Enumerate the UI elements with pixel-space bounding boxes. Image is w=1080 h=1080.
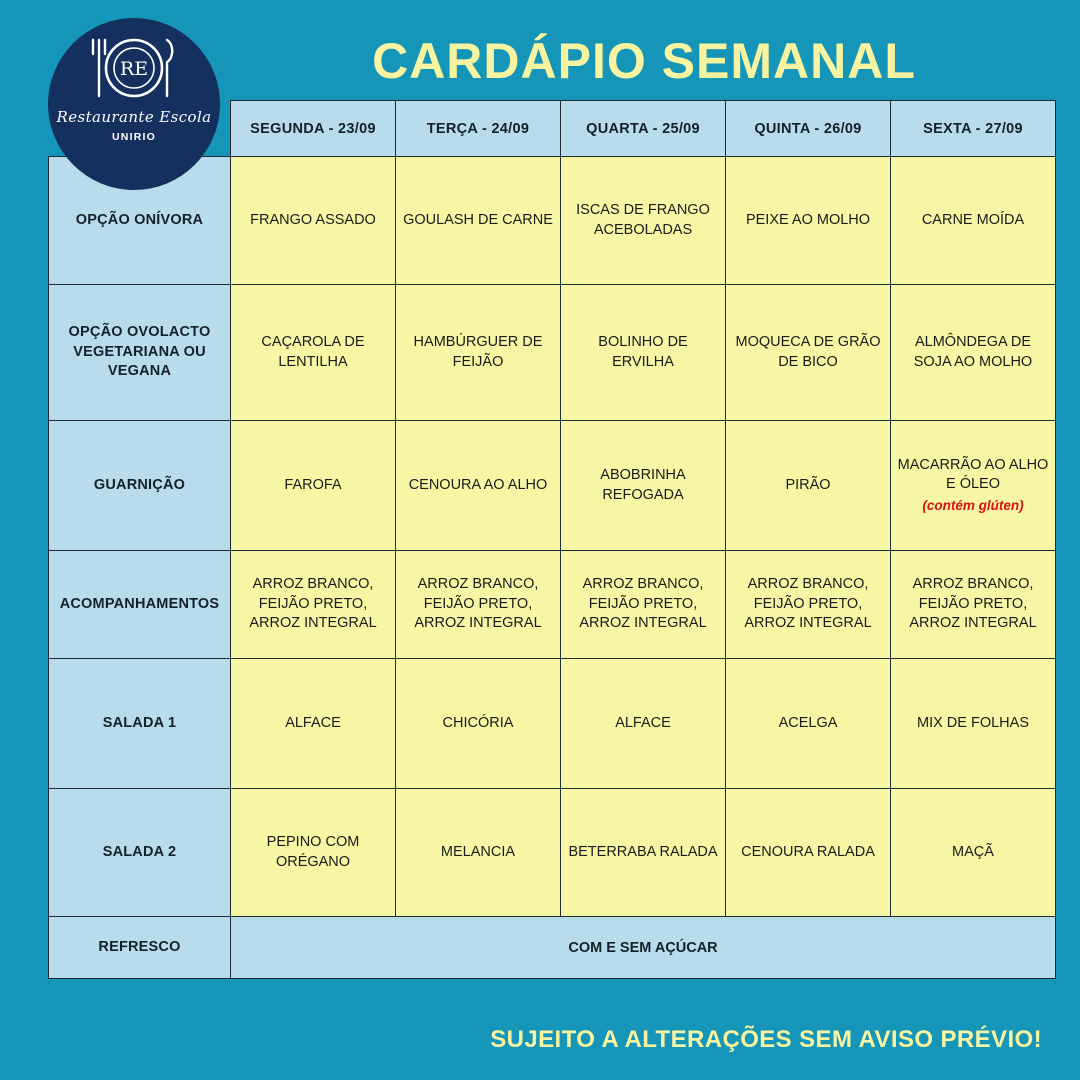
- cell-salada1-thursday: ACELGA: [726, 659, 891, 789]
- cell-guarnicao-monday: FAROFA: [231, 421, 396, 551]
- column-header-monday: SEGUNDA - 23/09: [231, 101, 396, 157]
- table-row: [49, 421, 1056, 551]
- weekly-menu-table: [48, 100, 1056, 979]
- cell-salada1-monday: ALFACE: [231, 659, 396, 789]
- cell-salada2-thursday: CENOURA RALADA: [726, 789, 891, 917]
- cell-onivora-tuesday: GOULASH DE CARNE: [396, 157, 561, 285]
- cell-guarnicao-wednesday: ABOBRINHA REFOGADA: [561, 421, 726, 551]
- cell-guarnicao-tuesday: CENOURA AO ALHO: [396, 421, 561, 551]
- cell-acompanhamentos-friday: ARROZ BRANCO, FEIJÃO PRETO, ARROZ INTEGRAL: [891, 551, 1056, 659]
- cell-acompanhamentos-monday: ARROZ BRANCO, FEIJÃO PRETO, ARROZ INTEGRAL: [231, 551, 396, 659]
- row-label-onivora: OPÇÃO ONÍVORA: [49, 157, 231, 285]
- cell-salada2-wednesday: BETERRABA RALADA: [561, 789, 726, 917]
- column-header-friday: SEXTA - 27/09: [891, 101, 1056, 157]
- restaurant-logo: [48, 18, 220, 190]
- row-label-salada-1: SALADA 1: [49, 659, 231, 789]
- row-label-acompanhamentos: ACOMPANHAMENTOS: [49, 551, 231, 659]
- footer-note: SUJEITO A ALTERAÇÕES SEM AVISO PRÉVIO!: [490, 1026, 1042, 1053]
- cell-vegetariana-monday: CAÇAROLA DE LENTILHA: [231, 285, 396, 421]
- table-row: [49, 659, 1056, 789]
- plate-cutlery-icon: [79, 32, 189, 106]
- column-header-wednesday: QUARTA - 25/09: [561, 101, 726, 157]
- table-row: [49, 285, 1056, 421]
- cell-guarnicao-friday-text: MACARRÃO AO ALHO E ÓLEO: [897, 456, 1049, 493]
- cell-guarnicao-friday: [891, 421, 1056, 551]
- cell-salada1-friday: MIX DE FOLHAS: [891, 659, 1056, 789]
- column-header-tuesday: TERÇA - 24/09: [396, 101, 561, 157]
- row-label-refresco: REFRESCO: [49, 917, 231, 979]
- cell-acompanhamentos-tuesday: ARROZ BRANCO, FEIJÃO PRETO, ARROZ INTEGRAL: [396, 551, 561, 659]
- logo-name: Restaurante Escola: [56, 108, 212, 126]
- cell-guarnicao-thursday: PIRÃO: [726, 421, 891, 551]
- column-header-thursday: QUINTA - 26/09: [726, 101, 891, 157]
- page-title: CARDÁPIO SEMANAL: [372, 33, 916, 89]
- cell-vegetariana-friday: ALMÔNDEGA DE SOJA AO MOLHO: [891, 285, 1056, 421]
- cell-salada1-tuesday: CHICÓRIA: [396, 659, 561, 789]
- cell-vegetariana-tuesday: HAMBÚRGUER DE FEIJÃO: [396, 285, 561, 421]
- table-row: [49, 789, 1056, 917]
- cell-salada2-friday: MAÇÃ: [891, 789, 1056, 917]
- table-row-refresco: [49, 917, 1056, 979]
- cell-onivora-wednesday: ISCAS DE FRANGO ACEBOLADAS: [561, 157, 726, 285]
- cell-salada2-tuesday: MELANCIA: [396, 789, 561, 917]
- cell-refresco-value: COM E SEM AÇÚCAR: [231, 917, 1056, 979]
- cell-salada1-wednesday: ALFACE: [561, 659, 726, 789]
- cell-vegetariana-thursday: MOQUECA DE GRÃO DE BICO: [726, 285, 891, 421]
- table-row: [49, 551, 1056, 659]
- table-row: [49, 157, 1056, 285]
- cell-vegetariana-wednesday: BOLINHO DE ERVILHA: [561, 285, 726, 421]
- svg-text:RE: RE: [119, 58, 149, 80]
- cell-onivora-friday: CARNE MOÍDA: [891, 157, 1056, 285]
- logo-subtitle: UNIRIO: [112, 131, 156, 143]
- cell-onivora-monday: FRANGO ASSADO: [231, 157, 396, 285]
- cell-onivora-thursday: PEIXE AO MOLHO: [726, 157, 891, 285]
- cell-acompanhamentos-wednesday: ARROZ BRANCO, FEIJÃO PRETO, ARROZ INTEGRAL: [561, 551, 726, 659]
- row-label-guarnicao: GUARNIÇÃO: [49, 421, 231, 551]
- gluten-warning-note: (contém glúten): [922, 497, 1024, 513]
- row-label-vegetariana: OPÇÃO OVOLACTO VEGETARIANA OU VEGANA: [49, 285, 231, 421]
- cell-acompanhamentos-thursday: ARROZ BRANCO, FEIJÃO PRETO, ARROZ INTEGRAL: [726, 551, 891, 659]
- cell-salada2-monday: PEPINO COM ORÉGANO: [231, 789, 396, 917]
- row-label-salada-2: SALADA 2: [49, 789, 231, 917]
